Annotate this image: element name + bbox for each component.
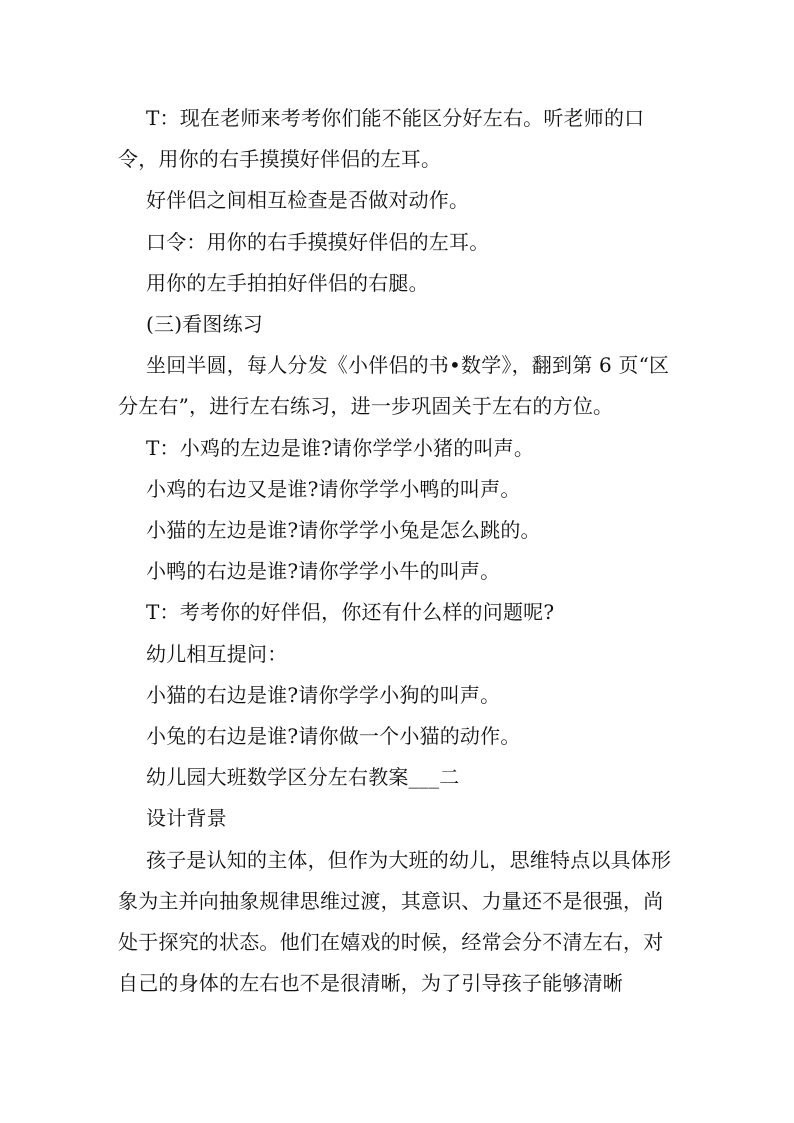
paragraph: T：现在老师来考考你们能不能区分好左右。听老师的口令，用你的右手摸摸好伴侣的左耳。 [118, 106, 645, 172]
section-heading: (三)看图练习 [146, 312, 264, 337]
paragraph: T：小鸡的左边是谁?请你学学小猪的叫声。 [146, 435, 535, 460]
paragraph: 小猫的左边是谁?请你学学小兔是怎么跳的。 [146, 518, 541, 543]
paragraph: T：考考你的好伴侣，你还有什么样的问题呢? [146, 600, 555, 625]
document-title: 幼儿园大班数学区分左右教案___二 [146, 765, 460, 790]
paragraph: 小猫的右边是谁?请你学学小狗的叫声。 [146, 682, 501, 707]
paragraph: 小鸡的右边又是谁?请你学学小鸭的叫声。 [146, 476, 521, 501]
paragraph: 口令：用你的右手摸摸好伴侣的左耳。 [146, 229, 490, 254]
paragraph: 用你的左手拍拍好伴侣的右腿。 [146, 270, 429, 295]
paragraph: 孩子是认知的主体，但作为大班的幼儿，思维特点以具体形象为主并向抽象规律思维过渡，其意识、力量还不是很强，尚处于探究的状态。他们在嬉戏的时候，经常会分不清左右，对自己的身体的左右也不是很清晰，为了引导孩子能够清晰 [118, 847, 672, 996]
paragraph: 幼儿相互提问： [146, 641, 288, 666]
document-body [118, 98, 678, 1004]
section-heading: 设计背景 [146, 806, 227, 831]
paragraph: 好伴侣之间相互检查是否做对动作。 [146, 188, 470, 213]
paragraph: 坐回半圆，每人分发《小伴侣的书•数学》，翻到第 6 页“区分左右”，进行左右练习，进一步巩固关于左右的方位。 [118, 353, 670, 419]
paragraph: 小鸭的右边是谁?请你学学小牛的叫声。 [146, 559, 501, 584]
paragraph: 小兔的右边是谁?请你做一个小猫的动作。 [146, 724, 521, 749]
